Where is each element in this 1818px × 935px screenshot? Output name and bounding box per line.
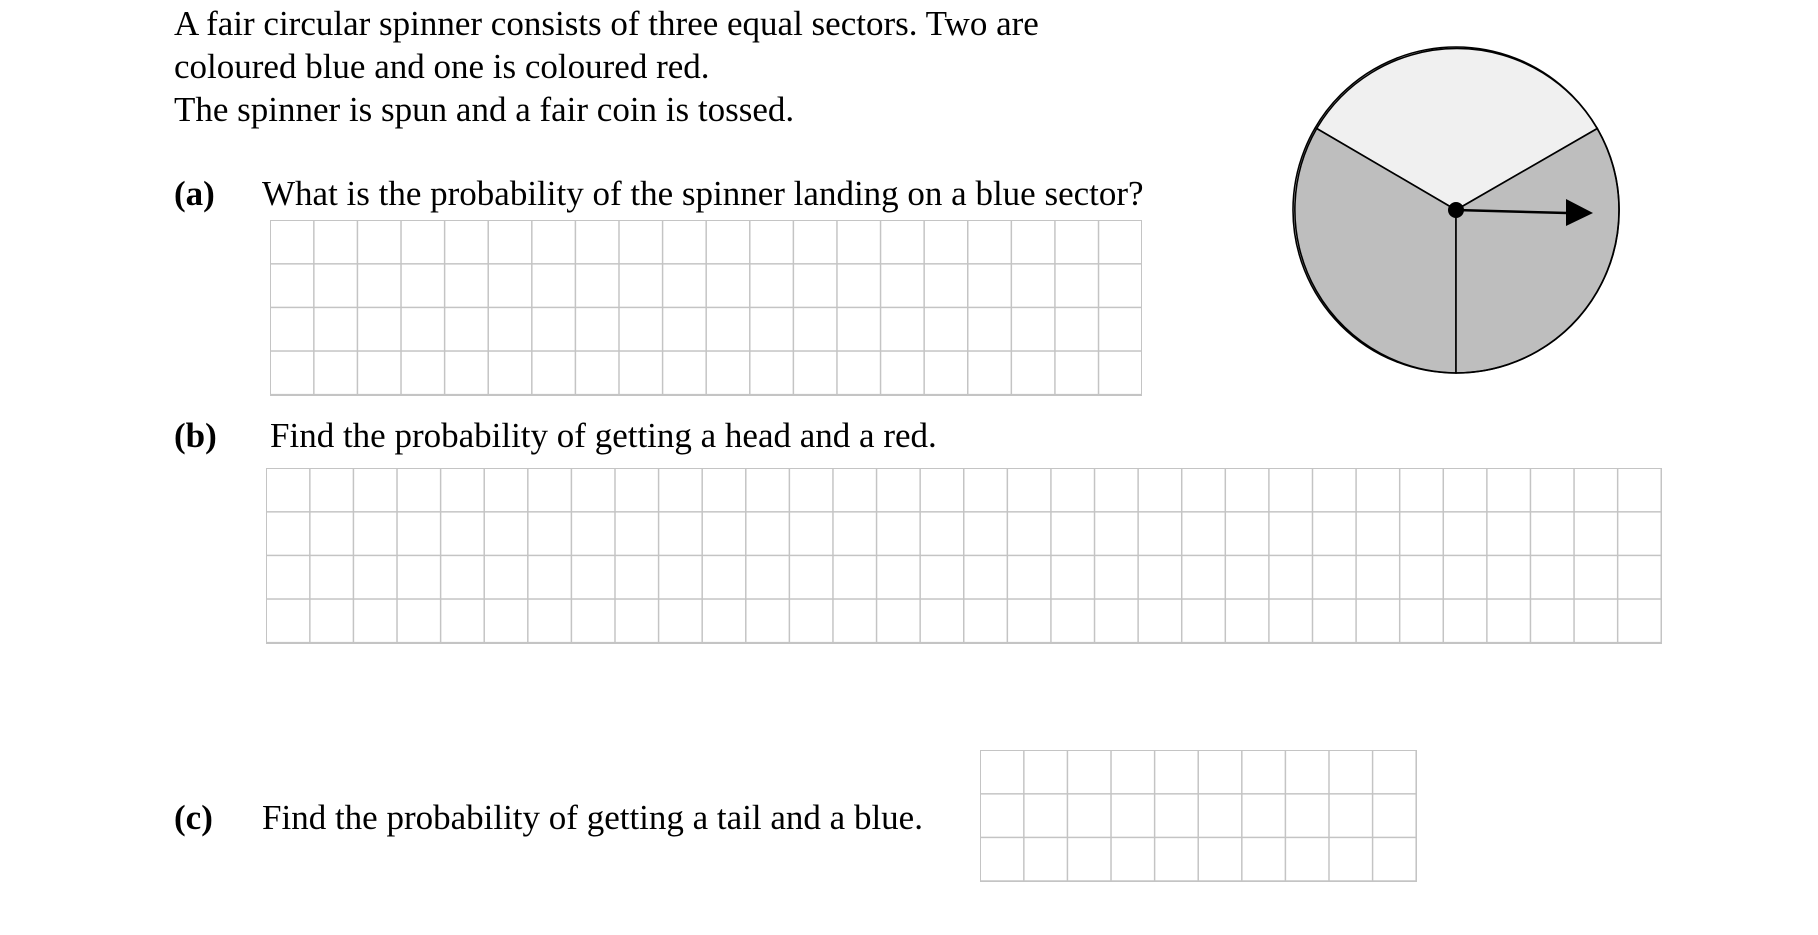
- spinner-pivot: [1448, 202, 1464, 218]
- part-c-answer-grid[interactable]: [980, 750, 1417, 882]
- part-b-answer-grid[interactable]: [266, 468, 1662, 644]
- part-b-label: (b): [174, 416, 217, 455]
- spinner-diagram: [1288, 44, 1624, 380]
- part-c-label: (c): [174, 798, 213, 837]
- part-a-label: (a): [174, 174, 215, 213]
- part-c-question: Find the probability of getting a tail and a blue.: [262, 798, 923, 837]
- intro-line-3: The spinner is spun and a fair coin is tossed.: [174, 90, 795, 129]
- part-b-question: Find the probability of getting a head and a red.: [270, 416, 937, 455]
- intro-line-1: A fair circular spinner consists of three equal sectors. Two are: [174, 4, 1039, 43]
- question-intro: [174, 2, 1039, 131]
- part-a-question: What is the probability of the spinner landing on a blue sector?: [262, 174, 1144, 213]
- part-a-answer-grid[interactable]: [270, 220, 1142, 396]
- intro-line-2: coloured blue and one is coloured red.: [174, 47, 710, 86]
